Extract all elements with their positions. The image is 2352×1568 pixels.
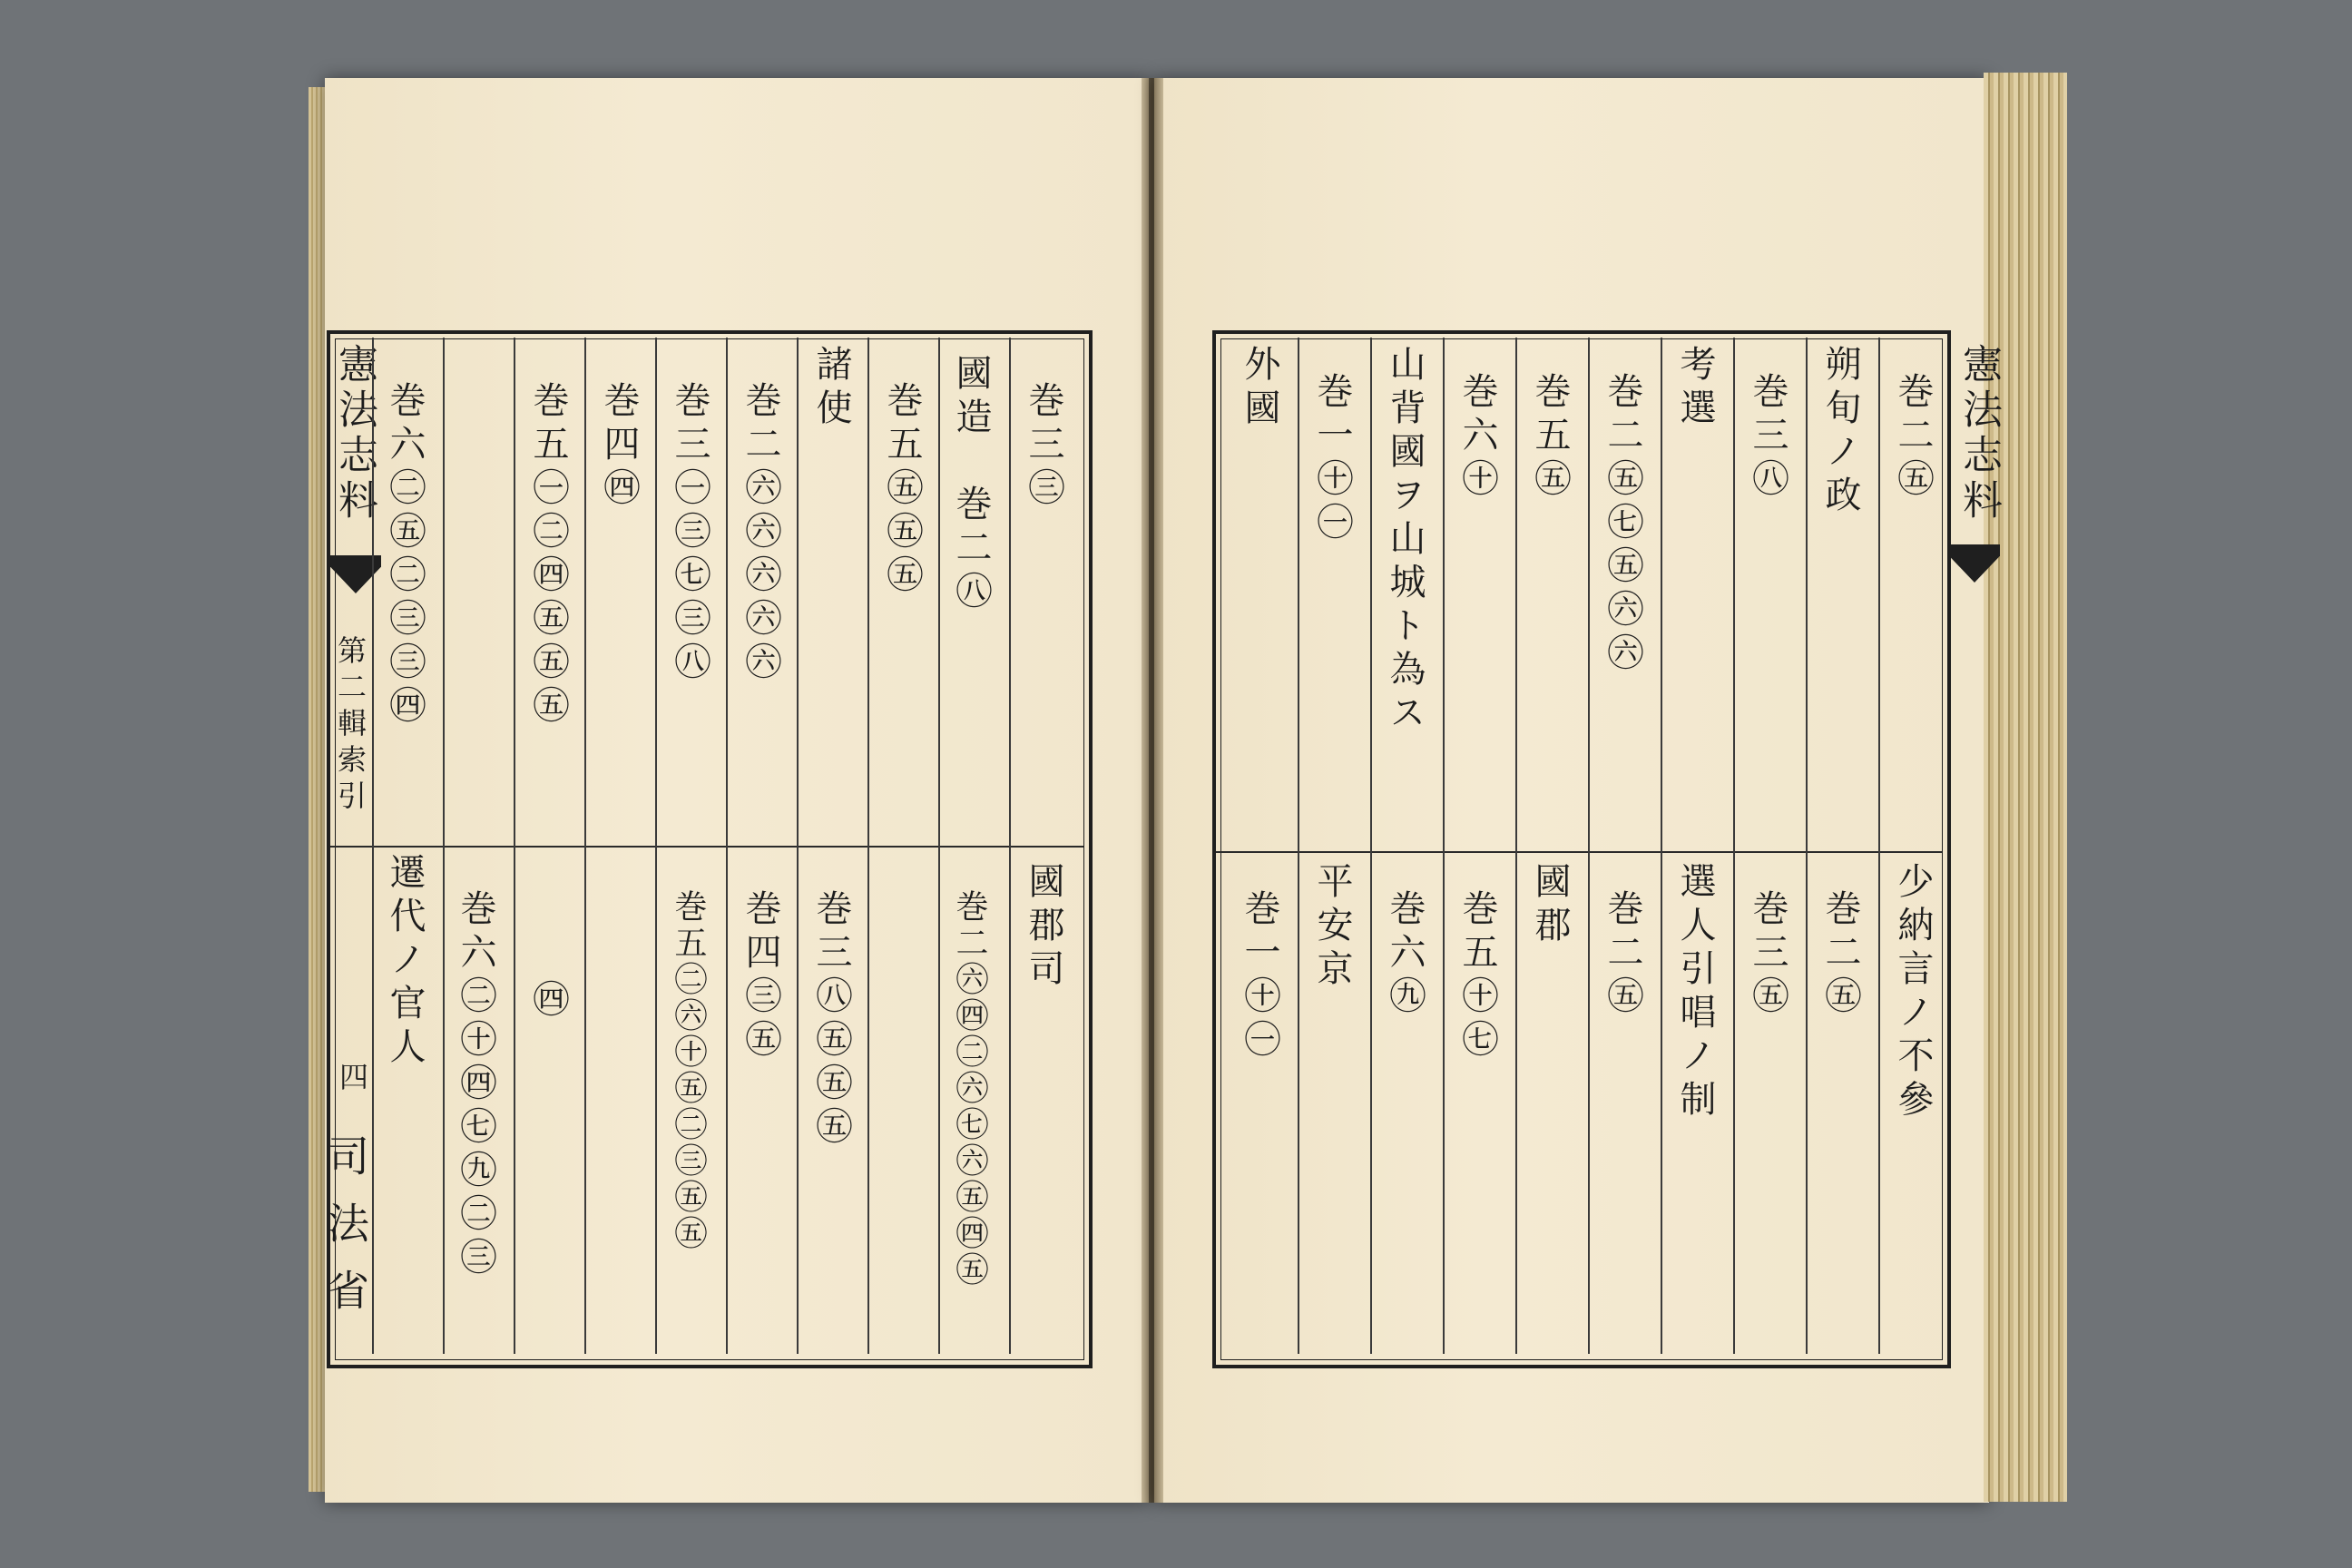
index-entry: 巻四㊃ [598,381,640,512]
index-entry: 巻五㊀㊁㊃㊄㊄㊄ [527,381,569,730]
index-heading: 外國 [1239,345,1280,432]
right-column-line [1733,338,1735,1354]
page-edges-right [1984,73,2067,1502]
left-column-line [584,338,586,1354]
right-column-line [1370,338,1372,1354]
right-divider [1216,851,1942,853]
right-column-line [1443,338,1445,1354]
left-margin-subtitle: 第二輯索引 [333,635,368,817]
index-entry: 巻二㊄ [1819,889,1861,1020]
left-column-line [726,338,728,1354]
index-entry: 巻四㊂㊄ [740,889,781,1063]
index-entry: 巻三㊇㊄㊄㊄ [810,889,852,1151]
index-heading: 山背國ヲ山城ト為ス [1384,345,1426,737]
index-entry: 巻二㊄㊆㊄㊅㊅ [1602,372,1643,677]
index-entry: 巻三㊇ [1747,372,1788,503]
index-heading: 國郡 [1529,862,1571,949]
left-column-line [372,338,374,1354]
index-heading: 少納言ノ不參 [1892,862,1934,1123]
right-column-line [1515,338,1517,1354]
left-page-number: 四 [335,1062,369,1098]
left-column-line [797,338,799,1354]
index-entry: 巻六㊁㊄㊁㊂㊂㊃ [384,381,426,730]
index-entry: 巻六㊁㊉㊃㊆㊈㊁㊂ [455,889,496,1281]
index-entry: 巻二㊄ [1892,372,1934,503]
index-entry: 巻五㊄ [1529,372,1571,503]
index-entry: 巻三㊀㊂㊆㊂㊇ [669,381,710,686]
left-column-line [1009,338,1011,1354]
index-entry: 巻六㊈ [1384,889,1426,1020]
right-margin-title: 憲法志料 [1955,343,2002,524]
index-entry: 巻三㊂ [1023,381,1064,512]
left-column-line [867,338,869,1354]
index-entry: ㊃ [527,980,569,1024]
index-entry: 巻二㊅㊃㊁㊅㊆㊅㊄㊃㊄ [951,889,988,1289]
index-heading: 選人引唱ノ制 [1674,862,1716,1123]
right-column-line [1878,338,1880,1354]
index-heading: 國郡司 [1023,862,1064,993]
index-heading: 考選 [1674,345,1716,432]
index-heading: 朔旬ノ政 [1819,345,1861,519]
index-entry: 巻五㊁㊅㊉㊄㊁㊂㊄㊄ [670,889,707,1252]
index-entry: 巻二㊅㊅㊅㊅㊅ [740,381,781,686]
left-column-line [443,338,445,1354]
right-column-line [1806,338,1808,1354]
left-column-line [938,338,940,1354]
index-entry: 巻五㊄㊄㊄ [881,381,923,599]
book-gutter [1142,78,1163,1503]
index-entry: 巻三㊄ [1747,889,1788,1020]
index-entry: 巻五㊉㊆ [1456,889,1498,1063]
right-column-line [1298,338,1299,1354]
index-heading: 遷代ノ官人 [384,853,426,1071]
index-entry: 巻一㊉㊀ [1311,372,1353,546]
left-publisher: 司法省 [321,1134,370,1336]
index-entry: 巻六㊉ [1456,372,1498,503]
left-margin-title: 憲法志料 [331,343,377,524]
right-column-line [1661,338,1662,1354]
index-entry: 巻一㊉㊀ [1239,889,1280,1063]
index-heading: 諸使 [810,345,852,432]
index-entry: 巻二㊄ [1602,889,1643,1020]
left-column-line [514,338,515,1354]
index-heading: 平安京 [1311,862,1353,993]
right-column-line [1588,338,1590,1354]
left-column-line [655,338,657,1354]
index-entry: 國造 巻二㊇ [950,354,992,615]
